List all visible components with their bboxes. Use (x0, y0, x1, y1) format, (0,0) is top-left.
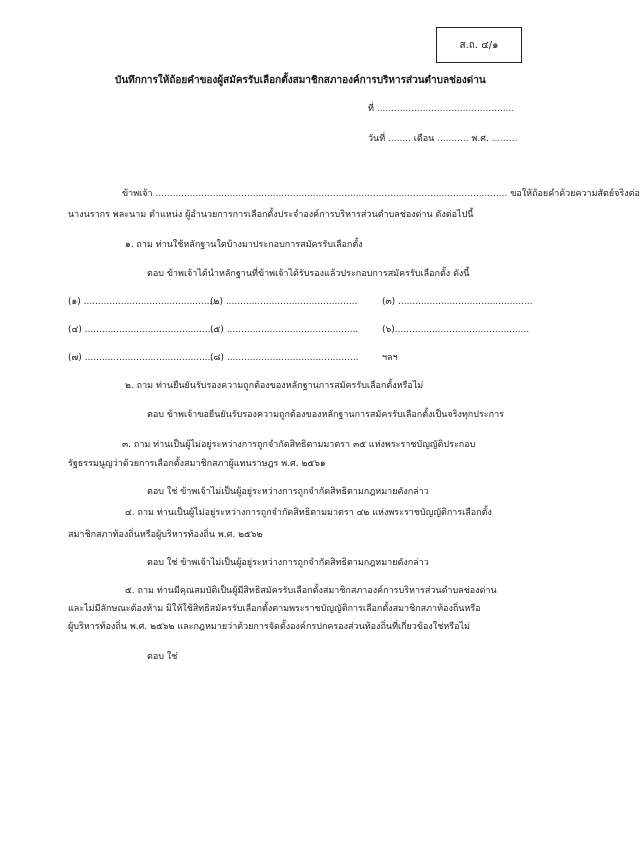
intro-prefix: ข้าพเจ้า (122, 189, 153, 199)
q1-item-2: (๒) .............................................. (210, 297, 358, 307)
q4-question-line-2: สมาชิกสภาท้องถิ่นหรือผู้บริหารท้องถิ่น พ.ศ. ๒๕๖๒ (68, 530, 263, 540)
year-label: พ.ศ. (471, 134, 489, 144)
q2-question: ๒. ถาม ท่านยืนยันรับรองความถูกต้องของหลักฐานการสมัครรับเลือกตั้งหรือไม่ (125, 381, 424, 391)
q1-item-1: (๑) .............................................. (68, 297, 216, 307)
q4-question-line-1: ๔. ถาม ท่านเป็นผู้ไม่อยู่ระหว่างการถูกจำกัดสิทธิตามมาตรา ๔๒ แห่งพระราชบัญญัติการเลือกตั้ง (125, 508, 492, 518)
date-line (368, 131, 518, 145)
q5-question-line-2: และไม่มีลักษณะต้องห้าม มิให้ใช้สิทธิสมัครรับเลือกตั้งตามพระราชบัญญัติการเลือกตั้งสมาชิกสภาท้องถิ่นหรือ (68, 604, 481, 614)
intro-suffix: ขอให้ถ้อยคำด้วยความสัตย์จริงต่อ (510, 189, 640, 199)
day-label: วันที่ (368, 134, 386, 144)
q3-question-line-1: ๓. ถาม ท่านเป็นผู้ไม่อยู่ระหว่างการถูกจำกัดสิทธิตามมาตรา ๓๕ แห่งพระราชบัญญัติประกอบ (122, 440, 476, 450)
q5-answer: ตอบ ใช่ (147, 652, 178, 662)
q5-question-line-1: ๕. ถาม ท่านมีคุณสมบัติเป็นผู้มีสิทธิสมัครรับเลือกตั้งสมาชิกสภาองค์การบริหารส่วนตำบลช่องด่าน (125, 586, 497, 596)
q4-answer: ตอบ ใช่ ข้าพเจ้าไม่เป็นผู้อยู่ระหว่างการถูกจำกัดสิทธิตามกฎหมายดังกล่าว (147, 558, 429, 568)
name-dots: ........................................................................................................................... (155, 189, 508, 199)
q3-answer: ตอบ ใช่ ข้าพเจ้าไม่เป็นผู้อยู่ระหว่างการถูกจำกัดสิทธิตามกฎหมายดังกล่าว (147, 487, 429, 497)
q1-item-8: (๘) .............................................. (210, 353, 359, 363)
q1-item-5: (๕) .............................................. (210, 325, 359, 335)
form-code: ส.ถ. ๔/๑ (459, 39, 499, 51)
place-dots: ................................................ (376, 104, 515, 114)
q1-item-6: (๖)............................................... (382, 325, 530, 335)
day-dots: ........ (388, 134, 411, 144)
q1-item-4: (๔) .............................................. (68, 325, 217, 335)
q2-answer: ตอบ ข้าพเจ้าขอยืนยันรับรองความถูกต้องของหลักฐานการสมัครรับเลือกตั้งเป็นจริงทุกประการ (147, 410, 504, 420)
form-code-box (436, 27, 522, 63)
intro-line-2: นางนรากร พละนาม ตำแหน่ง ผู้อำนวยการการเลือกตั้งประจำองค์การบริหารส่วนตำบลช่องด่าน ดังต่อไปนี้ (68, 210, 474, 220)
q1-item-7: (๗) ............................................. (68, 353, 214, 363)
q1-etc: ฯลฯ (382, 353, 398, 363)
q5-question-line-3: ผู้บริหารท้องถิ่น พ.ศ. ๒๕๖๒ และกฎหมายว่าด้วยการจัดตั้งองค์กรปกครองส่วนท้องถิ่นที่เกี่ยวข้องใช่หรือไม่ (68, 622, 470, 632)
q3-question-line-2: รัฐธรรมนูญว่าด้วยการเลือกตั้งสมาชิกสภาผู้แทนราษฎร พ.ศ. ๒๕๖๑ (68, 459, 326, 469)
year-dots: ......... (491, 134, 518, 144)
month-label: เดือน (413, 134, 435, 144)
place-line (368, 101, 514, 115)
q1-question: ๑. ถาม ท่านใช้หลักฐานใดบ้างมาประกอบการสมัครรับเลือกตั้ง (125, 240, 363, 250)
month-dots: ........... (437, 134, 469, 144)
q1-item-3: (๓) ............................................... (382, 297, 533, 307)
place-label: ที่ (368, 104, 374, 114)
intro-line-1 (122, 186, 640, 200)
document-title: บันทึกการให้ถ้อยคำของผู้สมัครรับเลือกตั้งสมาชิกสภาองค์การบริหารส่วนตำบลช่องด่าน (115, 75, 486, 86)
q1-answer: ตอบ ข้าพเจ้าได้นำหลักฐานที่ข้าพเจ้าได้รับรองแล้วประกอบการสมัครรับเลือกตั้ง ดังนี้ (147, 269, 470, 279)
